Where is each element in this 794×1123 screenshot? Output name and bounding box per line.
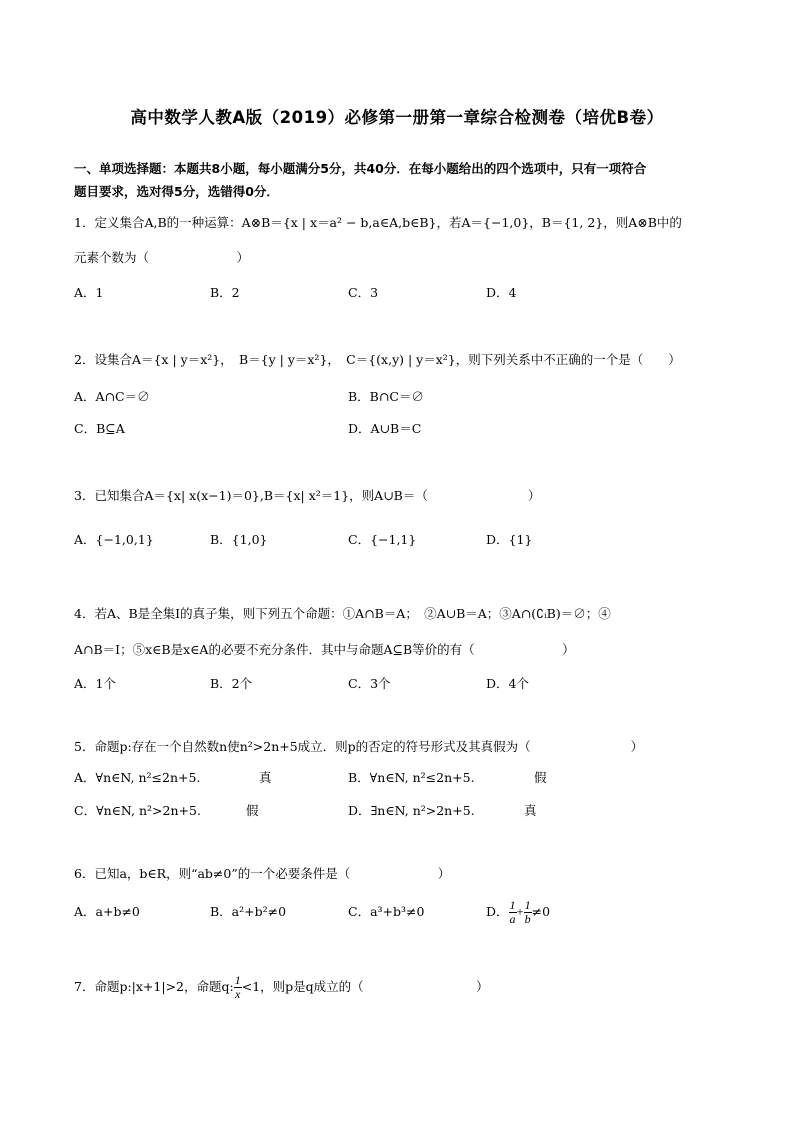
question-1-option-c: C．3	[348, 285, 379, 300]
fraction-numerator: 1	[234, 973, 241, 987]
question-1-option-b: B．2	[210, 285, 240, 300]
question-5-option-b-judge: 假	[534, 770, 547, 785]
question-5-text: 5．命题p:存在一个自然数n使n²>2n+5成立．则p的否定的符号形式及其真假为（ ）	[74, 739, 644, 754]
section-instructions-line-1: 一、单项选择题：本题共8小题，每小题满分5分，共40分．在每小题给出的四个选项中，只有一项符合	[74, 161, 647, 176]
question-6-option-d: D． $\frac{1}{a}$ + $\frac{1}{b}$ ≠0	[486, 898, 551, 926]
question-2-option-a: A．A∩C＝∅	[74, 389, 150, 404]
fraction-numerator: 1	[509, 898, 516, 912]
question-3-option-a: A．{−1,0,1}	[74, 532, 154, 547]
question-6-option-d-label: D．	[486, 904, 509, 919]
question-4-option-b: B．2个	[210, 676, 253, 691]
question-4-option-c: C．3个	[348, 676, 391, 691]
question-2-text: 2．设集合A＝{x | y＝x²}， B＝{y | y＝x²}， C＝{(x,y) | y＝x²}，则下列关系中不正确的一个是（ ）	[74, 352, 681, 367]
question-6-option-a: A．a+b≠0	[74, 904, 140, 919]
question-7-text-post: <1，则p是q成立的（ ）	[241, 979, 489, 994]
question-5-option-d-judge: 真	[524, 803, 537, 818]
question-4-option-a: A．1个	[74, 676, 116, 691]
question-1-text-line-2: 元素个数为（ ）	[74, 250, 250, 265]
question-6-option-c: C．a³+b³≠0	[348, 904, 425, 919]
question-6-option-d-fraction-1	[509, 899, 517, 926]
question-5-option-d: D．∃n∈N, n²>2n+5.	[348, 803, 475, 818]
question-6-option-d-fraction-2	[524, 899, 532, 926]
question-7-fraction	[234, 974, 242, 1001]
question-4-option-d: D．4个	[486, 676, 529, 691]
question-3-text: 3．已知集合A＝{x| x(x−1)＝0},B＝{x| x²＝1}，则A∪B＝（ ）	[74, 488, 541, 503]
question-3-option-b: B．{1,0}	[210, 532, 268, 547]
page-title: 高中数学人教A版（2019）必修第一册第一章综合检测卷（培优B卷）	[130, 108, 664, 127]
fraction-numerator: 1	[524, 898, 531, 912]
question-2-option-b: B．B∩C＝∅	[348, 389, 424, 404]
question-7-text-pre: 7．命题p:|x+1|>2，命题q:	[74, 979, 234, 994]
question-2-option-c: C．B⊆A	[74, 421, 125, 436]
question-5-option-c-judge: 假	[246, 803, 259, 818]
question-5-option-b: B．∀n∈N, n²≤2n+5.	[348, 770, 475, 785]
question-5-option-a: A．∀n∈N, n²≤2n+5.	[74, 770, 201, 785]
question-5-option-a-judge: 真	[259, 770, 272, 785]
question-1-text-line-1: 1．定义集合A,B的一种运算：A⊗B＝{x | x＝a² − b,a∈A,b∈B}，若A＝{−1,0}，B＝{1, 2}，则A⊗B中的	[74, 215, 682, 230]
section-instructions-line-2: 题目要求，选对得5分，选错得0分．	[74, 184, 279, 199]
question-5-option-c: C．∀n∈N, n²>2n+5.	[74, 803, 201, 818]
fraction-denominator: a	[509, 912, 516, 926]
question-3-option-c: C．{−1,1}	[348, 532, 417, 547]
question-4-text-line-1: 4．若A、B是全集I的真子集，则下列五个命题：①A∩B＝A； ②A∪B＝A；③A∩(∁ᵢB)＝∅；④	[74, 606, 611, 621]
question-7-text	[74, 970, 489, 1004]
question-1-option-d: D．4	[486, 285, 517, 300]
fraction-denominator: b	[524, 912, 531, 926]
fraction-denominator: x	[235, 987, 241, 1001]
question-6-text: 6．已知a，b∈R，则“ab≠0”的一个必要条件是（ ）	[74, 866, 451, 881]
question-6-option-d-tail: ≠0	[531, 904, 551, 919]
question-4-text-line-2: A∩B＝I；⑤x∈B是x∈A的必要不充分条件．其中与命题A⊆B等价的有（ ）	[74, 642, 575, 657]
question-6-option-b: B．a²+b²≠0	[210, 904, 287, 919]
question-1-option-a: A．1	[74, 285, 104, 300]
question-3-option-d: D．{1}	[486, 532, 533, 547]
question-2-option-d: D．A∪B＝C	[348, 421, 422, 436]
